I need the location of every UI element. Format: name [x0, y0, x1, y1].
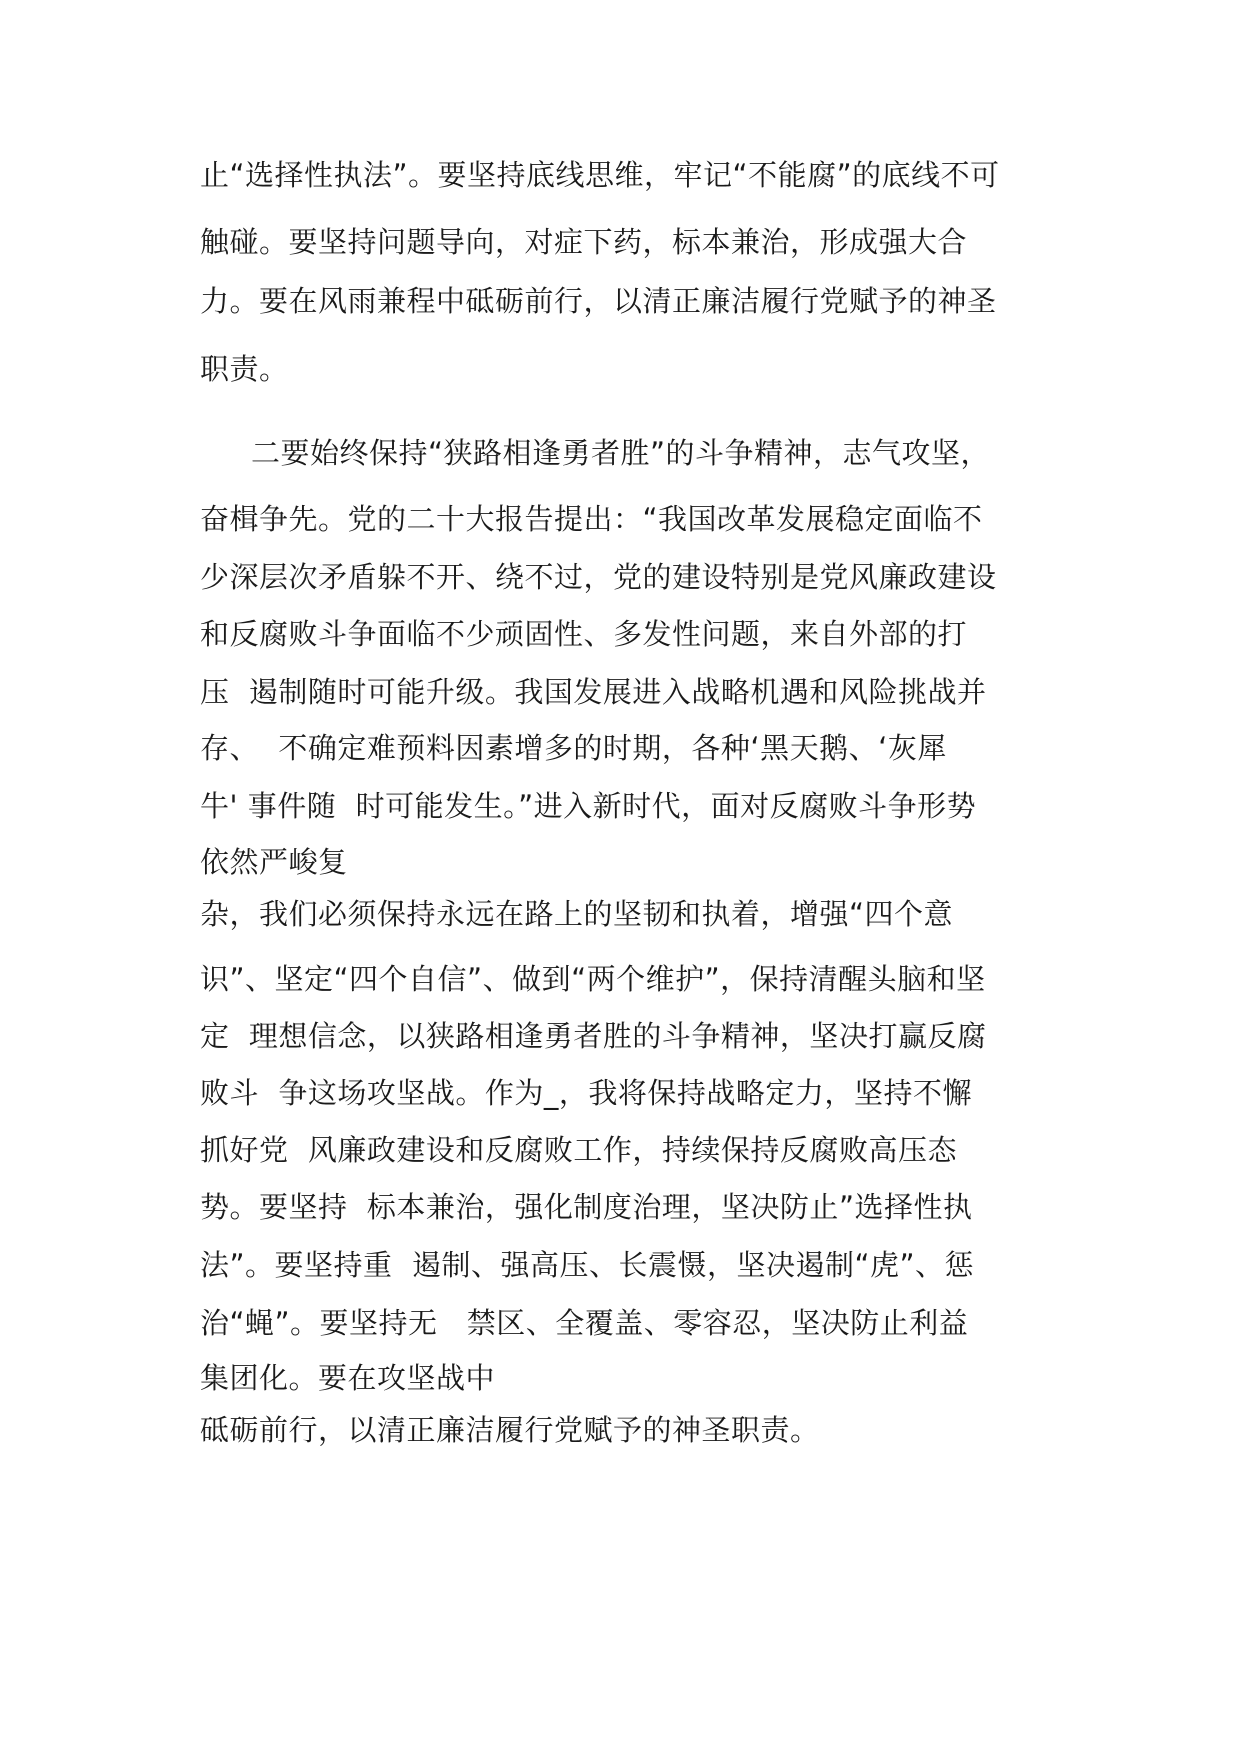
text-line-19: 法”。要坚持重 遏制、强高压、长震慑，坚决遏制“虎”、惩: [200, 1248, 975, 1282]
text-line-9: 压 遏制随时可能升级。我国发展进入战略机遇和风险挑战并: [200, 675, 987, 709]
text-line-7: 少深层次矛盾躲不开、绕不过，党的建设特别是党风廉政建设: [200, 560, 997, 594]
text-line-21: 集团化。要在攻坚战中: [200, 1361, 496, 1395]
text-line-20: 治“蝇”。要坚持无 禁区、全覆盖、零容忍，坚决防止利益: [200, 1306, 969, 1340]
text-line-5: 二要始终保持“狭路相逢勇者胜”的斗争精神，志气攻坚，: [251, 436, 991, 470]
text-line-14: 识”、坚定“四个自信”、做到“两个维护”，保持清醒头脑和坚: [200, 962, 986, 996]
text-line-17: 抓好党 风廉政建设和反腐败工作，持续保持反腐败高压态: [200, 1133, 957, 1167]
text-line-11: 牛' 事件随 时可能发生。”进入新时代，面对反腐败斗争形势: [200, 789, 977, 823]
text-line-1: 止“选择性执法”。要坚持底线思维，牢记“不能腐”的底线不可: [200, 158, 1000, 192]
text-line-12: 依然严峻复: [200, 845, 348, 879]
text-line-13: 杂，我们必须保持永远在路上的坚韧和执着，增强“四个意: [200, 897, 954, 931]
text-line-6: 奋楫争先。党的二十大报告提出：“我国改革发展稳定面临不: [200, 502, 983, 536]
text-line-2: 触碰。要坚持问题导向，对症下药，标本兼治，形成强大合: [200, 225, 968, 259]
text-line-15: 定 理想信念，以狭路相逢勇者胜的斗争精神，坚决打赢反腐: [200, 1019, 987, 1053]
text-line-4: 职责。: [200, 352, 289, 386]
text-line-10: 存、 不确定难预料因素增多的时期，各种‘黑天鹅、‘灰犀: [200, 731, 947, 765]
text-line-8: 和反腐败斗争面临不少顽固性、多发性问题，来自外部的打: [200, 617, 968, 651]
text-line-22: 砥砺前行，以清正廉洁履行党赋予的神圣职责。: [200, 1413, 820, 1447]
text-line-16: 败斗 争这场攻坚战。作为_，我将保持战略定力，坚持不懈: [200, 1076, 972, 1110]
text-line-18: 势。要坚持 标本兼治，强化制度治理，坚决防止”选择性执: [200, 1190, 973, 1224]
text-line-3: 力。要在风雨兼程中砥砺前行，以清正廉洁履行党赋予的神圣: [200, 284, 997, 318]
